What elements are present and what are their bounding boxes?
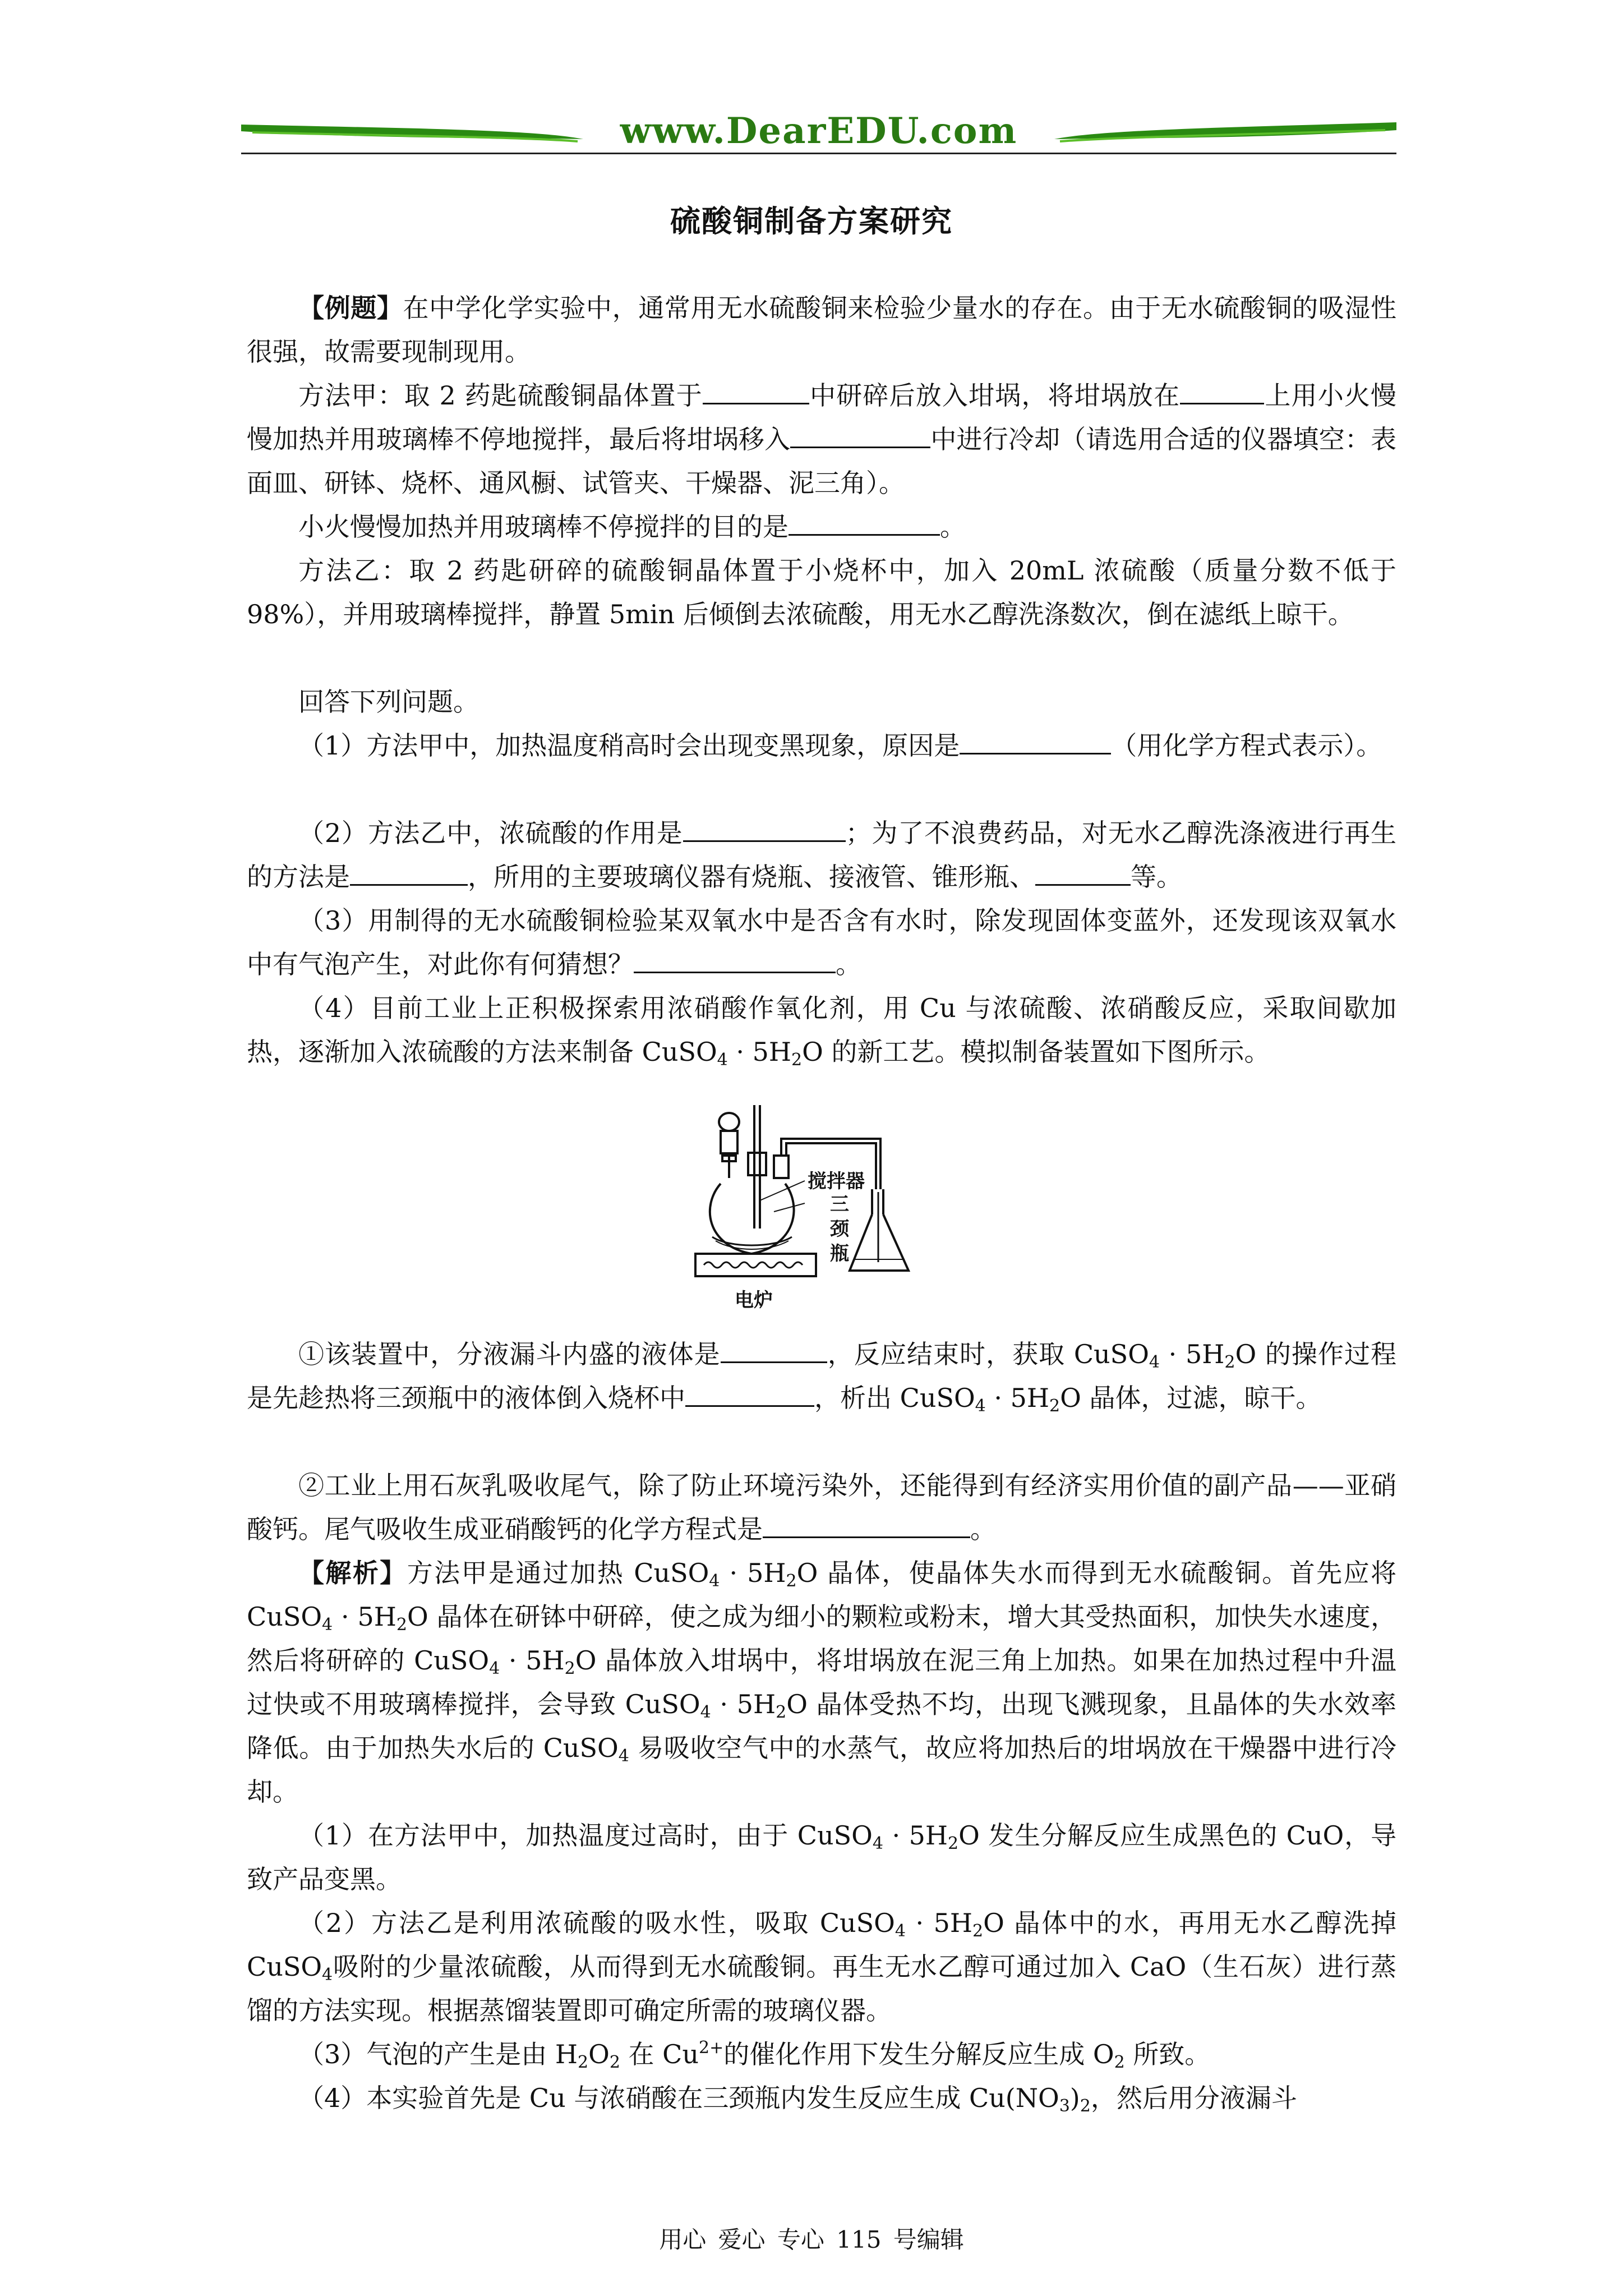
site-logo-text: www.DearEDU.com: [620, 110, 1018, 152]
method-b-text: 方法乙：取 2 药匙研碎的硫酸铜晶体置于小烧杯中，加入 20mL 浓硫酸（质量分数不低于 98%），并用玻璃棒搅拌，静置 5min 后倾倒去浓硫酸，用无水乙醇洗涤数次，倒在滤纸上晾干。: [247, 555, 1405, 629]
subscript: 4: [489, 1659, 500, 1678]
analysis-text: O 晶体在研钵中研碎，使之成为细小的颗粒或粉末，增大其受热面积，加快失水速度，然后将研碎的 CuSO: [247, 1602, 1396, 1676]
blank-answer: [1035, 862, 1131, 886]
subscript: 2: [1224, 1352, 1235, 1372]
answer-3-text: 的催化作用下发生分解反应生成 O: [723, 2039, 1114, 2069]
paragraph-method-b: [247, 549, 1405, 636]
subscript: 4: [895, 1921, 906, 1941]
analysis-text: 易吸收空气中的水蒸气，故应将加热后的坩埚放在干燥器中进行冷却。: [247, 1733, 1396, 1807]
answer-3-text: （3）气泡的产生是由 H: [298, 2039, 578, 2069]
s1-text-3: · 5H: [1160, 1339, 1225, 1369]
q2-text-4: 等。: [1131, 862, 1182, 892]
blank-answer: [1180, 380, 1264, 404]
subscript: 2: [786, 1571, 797, 1591]
analysis-text: · 5H: [333, 1602, 396, 1632]
subscript: 4: [872, 1834, 883, 1853]
s2-end: 。: [970, 1514, 996, 1544]
subscript: 2: [396, 1615, 408, 1635]
q4-text-2: · 5H: [727, 1037, 792, 1067]
analysis-paragraph: [247, 1551, 1405, 1814]
analysis-text: O 晶体受热不均，出现飞溅现象，且晶体的失水效率降低。由于加热失水后的 CuSO: [247, 1689, 1397, 1763]
apparatus-figure: [690, 1099, 925, 1324]
blank-answer: [634, 949, 836, 973]
site-header-banner: [241, 107, 1396, 168]
subscript: 4: [700, 1703, 711, 1722]
page-title: 硫酸铜制备方案研究: [670, 203, 953, 239]
q1-text-2: （用化学方程式表示）。: [1111, 730, 1382, 761]
subscript: 2: [972, 1921, 984, 1941]
example-tag: 【例题】: [298, 293, 403, 323]
analysis-text: · 5H: [711, 1689, 776, 1719]
subscript: 4: [322, 1615, 333, 1635]
blank-answer: [683, 818, 846, 842]
sub-question-1: [247, 1332, 1396, 1420]
blank-answer: [721, 1339, 827, 1363]
page-footer: 用心 爱心 专心 115 号编辑: [659, 2226, 964, 2253]
answer-4-text: （4）本实验首先是 Cu 与浓硝酸在三颈瓶内发生反应生成 Cu(NO: [298, 2083, 1059, 2113]
subscript: 2: [564, 1659, 575, 1678]
subscript: 4: [1149, 1352, 1160, 1372]
answer-2: [247, 1901, 1405, 2032]
answer-4-text: ): [1069, 2083, 1080, 2113]
answer-3: [247, 2032, 1396, 2076]
subscript: 4: [618, 1746, 629, 1766]
answer-1: [247, 1814, 1396, 1901]
subscript: 4: [709, 1571, 720, 1591]
subscript: 2: [1114, 2053, 1125, 2072]
label-electric-furnace: 电炉: [735, 1289, 773, 1312]
subscript: 2: [776, 1703, 787, 1722]
answer-2-text: 吸附的少量浓硫酸，从而得到无水硫酸铜。再生无水乙醇可通过加入 CaO（生石灰）进行蒸馏的方法实现。根据蒸馏装置即可确定所需的玻璃仪器。: [247, 1952, 1396, 2026]
label-three-neck-flask: 三颈瓶: [830, 1193, 849, 1265]
paragraph-purpose: [247, 505, 1396, 549]
s1-text-1: ①该装置中，分液漏斗内盛的液体是: [298, 1339, 721, 1369]
subscript: 2: [1049, 1396, 1061, 1416]
paragraph-answer-prompt: [247, 680, 1396, 724]
answer-2-text: O 晶体中的水，再用无水乙醇洗掉 CuSO: [247, 1908, 1405, 1982]
blank-answer: [789, 512, 940, 536]
q2-text-1: （2）方法乙中，浓硫酸的作用是: [298, 818, 683, 848]
purpose-text: 小火慢慢加热并用玻璃棒不停搅拌的目的是: [298, 512, 789, 542]
s1-text-4: O 的操作过程是先趁热将三颈瓶中的液体倒入烧杯中: [247, 1339, 1396, 1413]
s1-text-6: · 5H: [985, 1383, 1050, 1413]
q3-end: 。: [836, 949, 861, 979]
method-a-text-2: 中研碎后放入坩埚，将坩埚放在: [809, 380, 1181, 411]
q2-text-3: ，所用的主要玻璃仪器有烧瓶、接液管、锥形瓶、: [468, 862, 1035, 892]
question-3: [247, 899, 1396, 986]
answer-2-text: · 5H: [905, 1908, 973, 1938]
header-divider: [241, 153, 1396, 154]
answer-3-text: 所致。: [1124, 2039, 1211, 2069]
blank-answer: [350, 862, 468, 886]
answer-1-text: O 发生分解反应生成黑色的 CuO，导致产品变黑。: [247, 1820, 1396, 1894]
analysis-text: · 5H: [720, 1558, 786, 1588]
q4-text-3: O 的新工艺。模拟制备装置如下图所示。: [802, 1037, 1270, 1067]
analysis-text: · 5H: [500, 1645, 565, 1676]
blank-answer: [790, 424, 930, 448]
paragraph-method-a: [247, 374, 1396, 505]
answer-2-text: （2）方法乙是利用浓硫酸的吸水性，吸取 CuSO: [298, 1908, 895, 1938]
s1-text-5: ，析出 CuSO: [814, 1383, 975, 1413]
answer-3-text: O: [588, 2039, 610, 2069]
intro-text: 在中学化学实验中，通常用无水硫酸铜来检验少量水的存在。由于无水硫酸铜的吸湿性很强，故需要现制现用。: [247, 293, 1397, 367]
blank-answer: [763, 1514, 970, 1538]
subscript: 2: [1080, 2096, 1091, 2116]
sub-question-2: [247, 1464, 1396, 1551]
paragraph-intro: [247, 286, 1396, 374]
analysis-tag: 【解析】: [298, 1558, 407, 1588]
q4-text-1: （4）目前工业上正积极探索用浓硝酸作氧化剂，用 Cu 与浓硫酸、浓硝酸反应，采取间歇加热，逐渐加入浓硫酸的方法来制备 CuSO: [247, 993, 1396, 1067]
blank-answer: [703, 380, 809, 404]
blank-answer: [685, 1383, 814, 1407]
blank-answer: [960, 730, 1111, 754]
subscript: 2: [609, 2053, 620, 2072]
method-a-text-4: 中进行冷却（请选用合适的仪器填空：表面皿、研钵、烧杯、通风橱、试管夹、干燥器、泥三角）。: [247, 424, 1397, 498]
s1-text-7: O 晶体，过滤，晾干。: [1060, 1383, 1322, 1413]
answer-4-text: ，然后用分液漏斗: [1090, 2083, 1297, 2113]
answer-4: [247, 2076, 1396, 2120]
subscript: 4: [975, 1396, 986, 1416]
subscript: 2: [947, 1834, 959, 1853]
purpose-end: 。: [940, 512, 966, 542]
s1-text-2: ，反应结束时，获取 CuSO: [827, 1339, 1149, 1369]
q1-text: （1）方法甲中，加热温度稍高时会出现变黑现象，原因是: [298, 730, 960, 761]
subscript: 4: [322, 1965, 333, 1985]
subscript: 4: [717, 1050, 728, 1070]
superscript: 2+: [699, 2038, 724, 2058]
subscript: 2: [578, 2053, 589, 2072]
s2-text: ②工业上用石灰乳吸收尾气，除了防止环境污染外，还能得到有经济实用价值的副产品——亚硝酸钙。尾气吸收生成亚硝酸钙的化学方程式是: [247, 1470, 1396, 1544]
answer-prompt-text: 回答下列问题。: [298, 687, 479, 717]
subscript: 3: [1059, 2096, 1070, 2116]
method-a-text-1: 方法甲：取 2 药匙硫酸铜晶体置于: [298, 380, 703, 411]
subscript: 2: [791, 1050, 803, 1070]
analysis-text: O 晶体放入坩埚中，将坩埚放在泥三角上加热。如果在加热过程中升温过快或不用玻璃棒搅拌，会导致 CuSO: [247, 1645, 1397, 1719]
apparatus-drawing: [690, 1099, 925, 1324]
question-4: [247, 986, 1396, 1074]
answer-1-text: · 5H: [883, 1820, 948, 1851]
q3-text: （3）用制得的无水硫酸铜检验某双氧水中是否含有水时，除发现固体变蓝外，还发现该双氧水中有气泡产生，对此你有何猜想？: [247, 905, 1396, 979]
label-stirrer: 搅拌器: [808, 1170, 865, 1193]
q2-text-2: ；为了不浪费药品，对无水乙醇洗涤液进行再生的方法是: [247, 818, 1396, 892]
answer-1-text: （1）在方法甲中，加热温度过高时，由于 CuSO: [298, 1820, 873, 1851]
answer-3-text: 在 Cu: [620, 2039, 699, 2069]
question-1: [247, 724, 1396, 767]
question-2: [247, 811, 1396, 899]
analysis-text: O 晶体，使晶体失水而得到无水硫酸铜。首先应将 CuSO: [247, 1558, 1405, 1632]
method-a-text-3: 上用小火慢慢加热并用玻璃棒不停地搅拌，最后将坩埚移入: [247, 380, 1397, 454]
analysis-text: 方法甲是通过加热 CuSO: [407, 1558, 709, 1588]
